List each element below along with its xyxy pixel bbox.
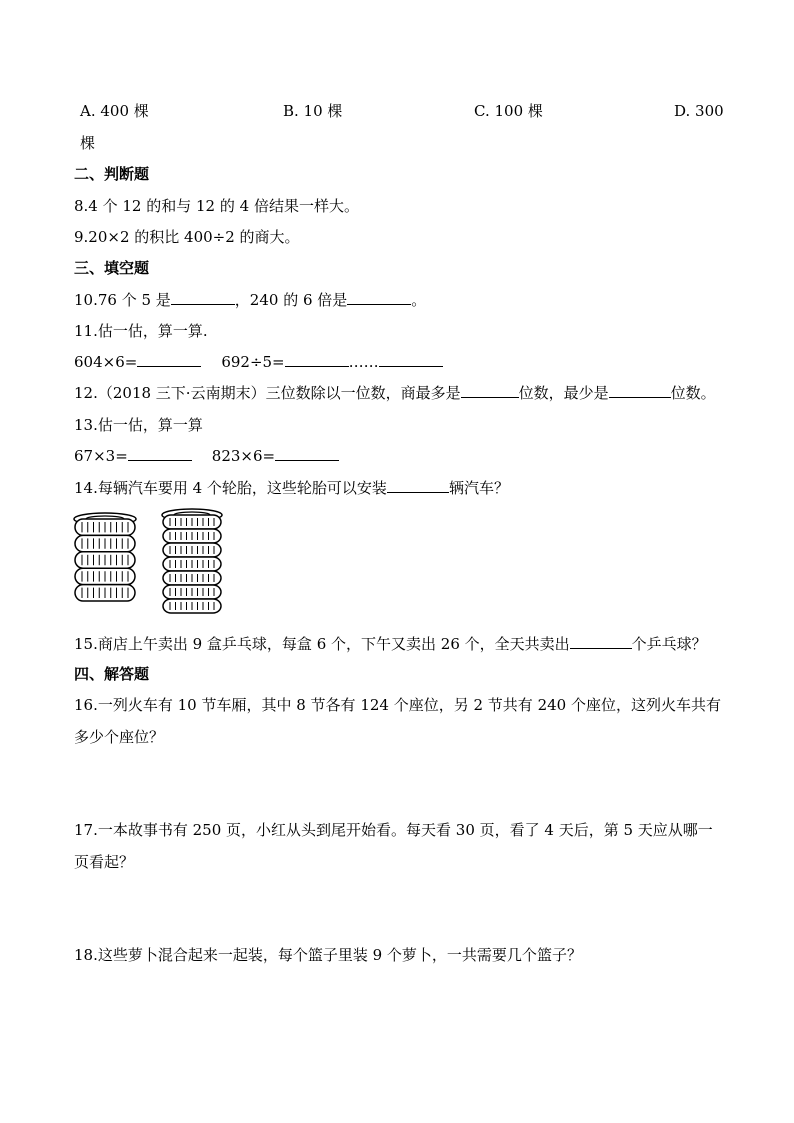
section-title-judge: 二、判断题 [74, 165, 150, 183]
question-13-calc [74, 446, 339, 466]
tire-stack-5 [72, 512, 138, 608]
tire-stack-icon [72, 512, 138, 608]
answer-blank[interactable] [379, 352, 443, 367]
section-title-solve: 四、解答题 [74, 665, 150, 683]
question-17-line1: 17.一本故事书有 250 页，小红从头到尾开始看。每天看 30 页，看了 4 天后，第 5 天应从哪一 [74, 821, 713, 839]
question-14 [74, 478, 509, 498]
q12-text-b: 位数，最少是 [518, 384, 609, 402]
question-12 [74, 383, 716, 403]
q14-text-b: 辆汽车？ [448, 479, 509, 497]
question-10 [74, 290, 426, 310]
question-13: 13.估一估，算一算 [74, 416, 203, 434]
option-d-wrap: 棵 [80, 134, 96, 152]
answer-blank[interactable] [137, 352, 201, 367]
answer-blank[interactable] [347, 290, 411, 305]
q12-text-c: 位数。 [670, 384, 716, 402]
option-d: D. 300 [674, 102, 724, 120]
question-18: 18.这些萝卜混合起来一起装，每个篮子里装 9 个萝卜，一共需要几个篮子？ [74, 946, 582, 964]
q11-calc-a: 604×6= [74, 353, 138, 371]
q12-text-a: 12.（2018 三下·云南期末）三位数除以一位数，商最多是 [74, 384, 461, 402]
q14-text-a: 14.每辆汽车要用 4 个轮胎，这些轮胎可以安装 [74, 479, 387, 497]
q11-calc-b: 692÷5= [221, 353, 285, 371]
question-11: 11.估一估，算一算. [74, 322, 208, 340]
q15-text-a: 15.商店上午卖出 9 盒乒乓球，每盒 6 个，下午又卖出 26 个，全天共卖出 [74, 635, 570, 653]
answer-blank[interactable] [461, 383, 519, 398]
answer-blank[interactable] [275, 446, 339, 461]
option-a: A. 400 棵 [80, 102, 149, 120]
q11-dots: …… [348, 353, 379, 371]
question-11-calc [74, 352, 443, 372]
answer-blank[interactable] [387, 478, 449, 493]
q10-text-c: 。 [411, 291, 427, 309]
tire-stack-icon [160, 508, 224, 620]
answer-blank[interactable] [171, 290, 235, 305]
tire-stack-7 [160, 508, 224, 620]
question-17-line2: 页看起？ [74, 853, 135, 871]
q13-calc-a: 67×3= [74, 447, 128, 465]
q10-text-a: 10.76 个 5 是 [74, 291, 171, 309]
question-16-line2: 多少个座位？ [74, 728, 165, 746]
answer-blank[interactable] [570, 634, 632, 649]
question-9: 9.20×2 的积比 400÷2 的商大。 [74, 228, 300, 246]
answer-blank[interactable] [128, 446, 192, 461]
section-title-fill: 三、填空题 [74, 259, 150, 277]
q13-calc-b: 823×6= [211, 447, 276, 465]
q10-text-b: ，240 的 6 倍是 [234, 291, 348, 309]
answer-blank[interactable] [285, 352, 349, 367]
question-15 [74, 634, 707, 654]
option-b: B. 10 棵 [283, 102, 343, 120]
option-c: C. 100 棵 [474, 102, 543, 120]
q15-text-b: 个乒乓球？ [631, 635, 707, 653]
answer-blank[interactable] [609, 383, 671, 398]
question-16-line1: 16.一列火车有 10 节车厢，其中 8 节各有 124 个座位，另 2 节共有 240 个座位，这列火车共有 [74, 696, 721, 714]
question-8: 8.4 个 12 的和与 12 的 4 倍结果一样大。 [74, 197, 359, 215]
